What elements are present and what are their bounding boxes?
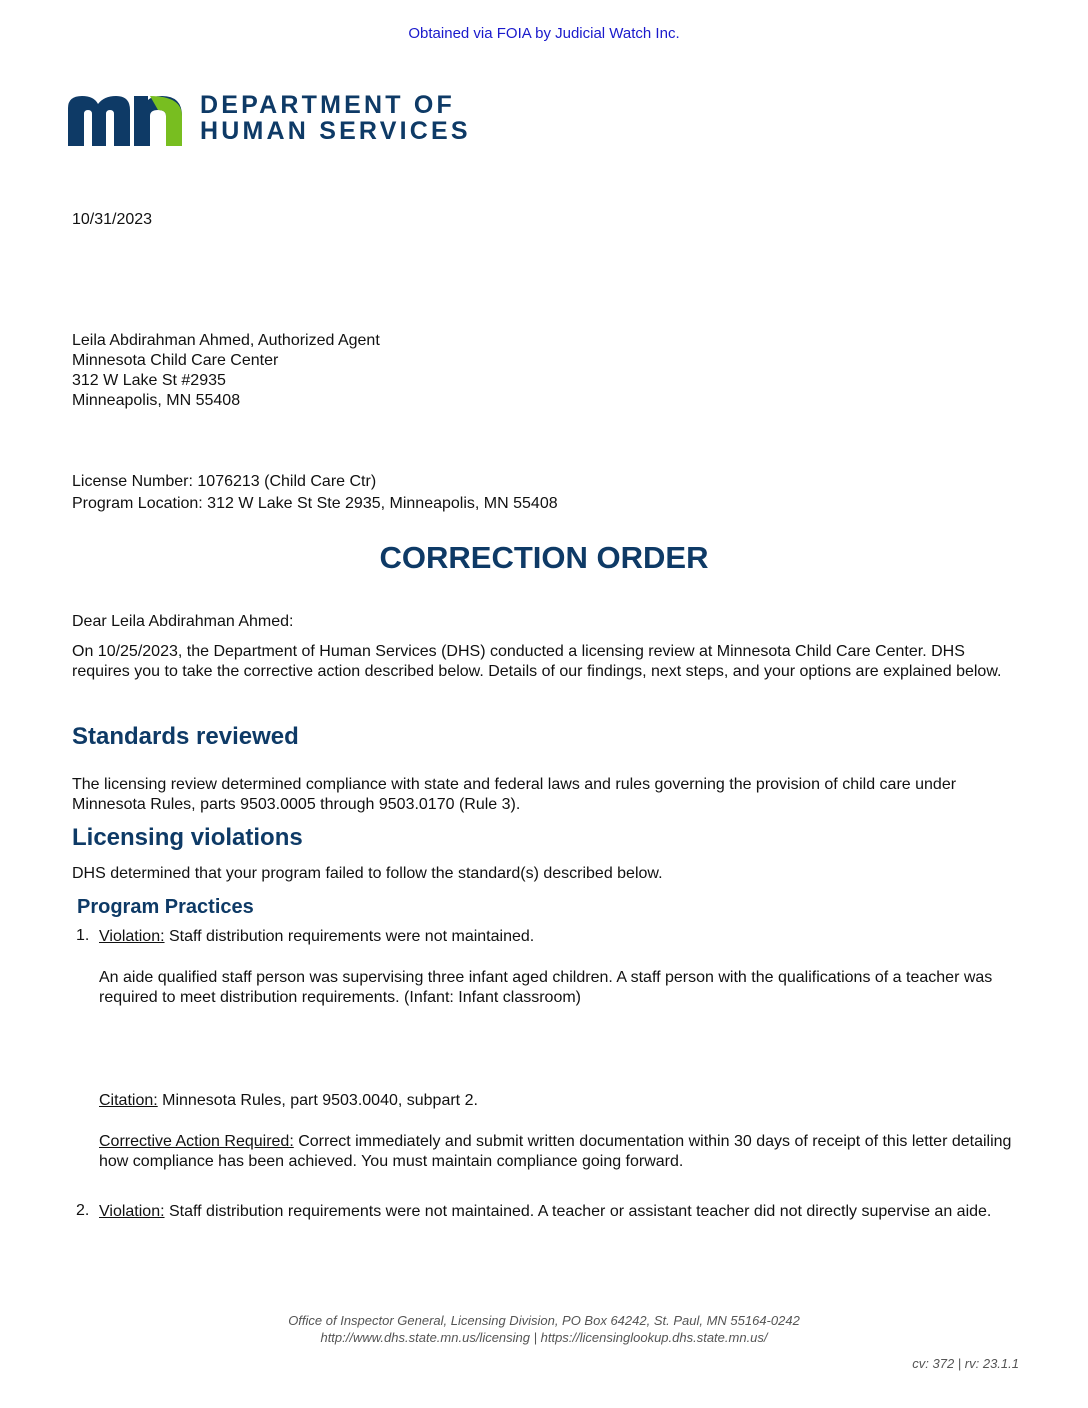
logo-line-2: HUMAN SERVICES: [200, 117, 471, 145]
salutation: Dear Leila Abdirahman Ahmed:: [72, 613, 294, 630]
standards-text: The licensing review determined compliance with state and federal laws and rules governing the provision of child care under Minnesota Rules, parts 9503.0005 through 9503.0170 (Rule 3).: [72, 776, 957, 813]
citation-1: [99, 1091, 1019, 1111]
page-title: CORRECTION ORDER: [379, 540, 709, 575]
program-practices-heading: Program Practices: [77, 896, 254, 918]
footer-address: Office of Inspector General, Licensing Division, PO Box 64242, St. Paul, MN 55164-0242: [288, 1313, 800, 1328]
license-info: [72, 471, 558, 515]
corrective-action-text: Correct immediately and submit written documentation within 30 days of receipt of this letter detailing how compliance has been achieved. You must maintain compliance going forward.: [99, 1133, 1012, 1170]
violation-1: [99, 927, 1019, 947]
program-location: Program Location: 312 W Lake St Ste 2935, Minneapolis, MN 55408: [72, 495, 558, 512]
violations-text: DHS determined that your program failed to follow the standard(s) described below.: [72, 865, 663, 882]
recipient-street: 312 W Lake St #2935: [72, 372, 226, 389]
footer-links: [0, 1329, 1088, 1346]
item-number: 1.: [76, 927, 90, 944]
violations-heading: Licensing violations: [72, 824, 303, 851]
recipient-org: Minnesota Child Care Center: [72, 352, 279, 369]
citation-label: Citation:: [99, 1092, 158, 1109]
license-number: License Number: 1076213 (Child Care Ctr): [72, 473, 377, 490]
version-info: cv: 372 | rv: 23.1.1: [912, 1356, 1019, 1371]
violation-label: Violation:: [99, 928, 165, 945]
item-number: 2.: [76, 1202, 90, 1219]
foia-watermark: Obtained via FOIA by Judicial Watch Inc.: [408, 25, 680, 42]
violation-text: Staff distribution requirements were not maintained.: [164, 928, 535, 945]
recipient-name: Leila Abdirahman Ahmed, Authorized Agent: [72, 332, 380, 349]
violation-1-detail: An aide qualified staff person was supervising three infant aged children. A staff person with the qualifications of a teacher was required to meet distribution requirements. (Infant: Infant classroom): [99, 969, 993, 1006]
corrective-action-label: Corrective Action Required:: [99, 1133, 294, 1150]
intro-paragraph: On 10/25/2023, the Department of Human Services (DHS) conducted a licensing review at Minnesota Child Care Center. DHS requires you to take the corrective action described below. Details of our findings, next steps, and your options are explained below.: [72, 643, 1002, 680]
letter-date: 10/31/2023: [72, 211, 153, 228]
logo-line-1: DEPARTMENT OF: [200, 91, 456, 119]
standards-heading: Standards reviewed: [72, 723, 299, 750]
recipient-city: Minneapolis, MN 55408: [72, 392, 241, 409]
violation-text: Staff distribution requirements were not maintained. A teacher or assistant teacher did not directly supervise an aide.: [164, 1203, 992, 1220]
corrective-action-1: [99, 1132, 1019, 1172]
licensing-link[interactable]: http://www.dhs.state.mn.us/licensing: [320, 1330, 531, 1345]
licensing-lookup-link[interactable]: https://licensinglookup.dhs.state.mn.us/: [540, 1330, 768, 1345]
violation-label: Violation:: [99, 1203, 165, 1220]
citation-text: Minnesota Rules, part 9503.0040, subpart 2.: [157, 1092, 478, 1109]
violation-2: [99, 1202, 1019, 1222]
recipient-address: [72, 331, 380, 411]
mn-logo-icon: [68, 94, 184, 146]
link-separator: |: [530, 1330, 541, 1345]
dhs-logo: [68, 92, 488, 148]
footer: [0, 1312, 1088, 1346]
